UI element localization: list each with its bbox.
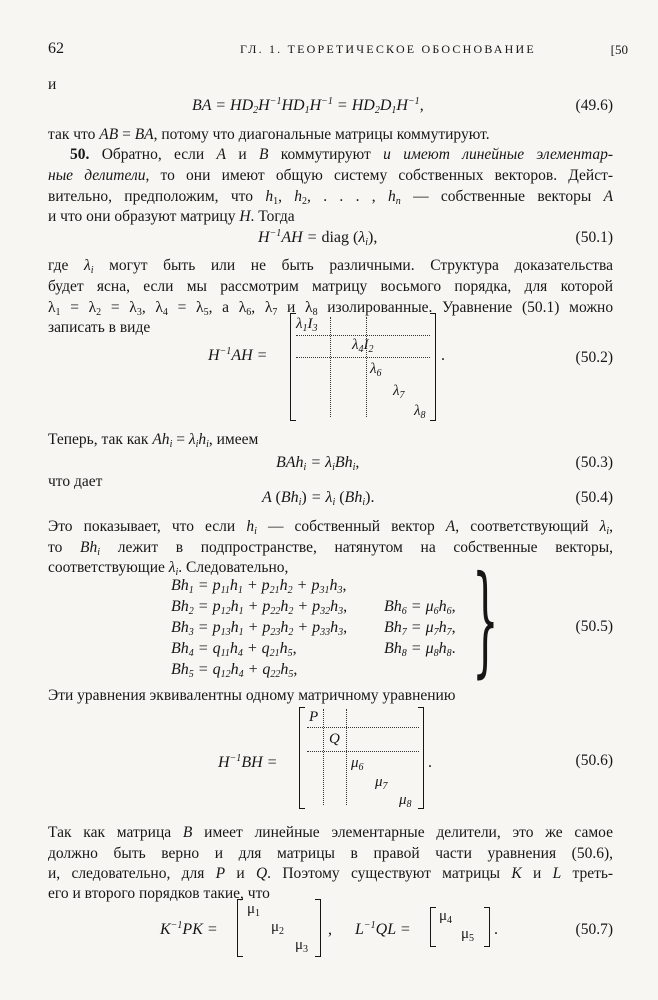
text-line: его и второго порядков такие, что: [48, 885, 270, 902]
book-page: 62 ГЛ. 1. ТЕОРЕТИЧЕСКОЕ ОБОСНОВАНИЕ [50 и BA = $HD_2H^{-1}HD_1H^{-1} = HD_2D_1H^{-1}$, (49.6) так что AB = BA, потому что диагональные матрицы коммутируют. 50. Обратно, если A и B коммутируют и имеют линейные элементар- ные делители, то они имеют общую систему собственных векторов. Дейст- вительно, предположим, что $h_1$, $h_2$, . . . , $h_n$ — собственные векторы A и что они образуют матрицу H. Тогда $H^{-1}AH$ = diag $(\lambda_i)$, (50.1) где $\lambda_i$ могут быть или не быть различными. Структура доказательства будет ясна, если мы рассмотрим матрицу восьмого порядка, для которой $\lambda_1 = \lambda_2 = \lambda_3$, $\lambda_4 = \lambda_5$, а $\lambda_6$, $\lambda_7$ и $\lambda_8$ изолированные. Уравнение (50.1) можно записать в виде $H^{-1}AH$ = $\lambda_1I_3$ $\lambda_4I_2$ $\lambda_6$ $\lambda_7$ $\lambda_8$ . (50.2) Теперь, так как $Ah_i = \lambda_ih_i$, имеем $BAh_i = \lambda_iBh_i$, (50.3) что дает A $(Bh_i) = \lambda_i$ $(Bh_i)$. (50.4) Это показывает, что если $h_i$ — собственный вектор A, соответствующий $\lambda_i$, то $Bh_i$ лежит в подпространстве, натянутом на собственные векторы, соответствующие $\lambda_i$. Следовательно, $Bh_1 = p_{11}h_1 + p_{21}h_2 + p_{31}h_3$, $Bh_2 = p_{12}h_1 + p_{22}h_2 + p_{32}h_3$, $Bh_3 = p_{13}h_1 + p_{23}h_2 + p_{33}h_3$, $Bh_4 = q_{11}h_4 + q_{21}h_5$, $Bh_5 = q_{12}h_4 + q_{22}h_5$, $Bh_6 = \mu_6h_6$, $Bh_7 = \mu_7h_7$, $Bh_8 = \mu_8h_8$. } (50.5) Эти уравнения эквивалентны одному матричному уравнению $H^{-1}BH$ = P Q $\mu_6$ $\mu_7$ $\mu_8$ . (50.6) Так как матрица B имеет линейные элементарные делители, это же самое должно быть верно и для матрицы в правой части уравнения (50.6), и, следовательно, для P и Q. Поэтому существуют матрицы K и L треть- его и второго порядков такие, что $K^{-1}PK$ = $\mu_1$ $\mu_2$ $\mu_3$ , $L^{-1}QL$ = $\mu_4$ $\mu_5$ . (50.7): [48, 40, 628, 955]
equation-period: .: [441, 347, 445, 364]
equation-number: (50.7): [575, 921, 613, 938]
text-line: соответствующие $\lambda_i$. Следовательно,: [48, 559, 289, 578]
section-marker: [50: [610, 42, 628, 57]
equation-50-7-lhs2: $L^{-1}QL$ =: [355, 920, 411, 938]
equation-comma: ,: [328, 921, 332, 938]
equation-50-6-lhs: $H^{-1}BH$ =: [218, 753, 278, 771]
diag-matrix-k: $\mu_1$ $\mu_2$ $\mu_3$: [237, 899, 321, 957]
equation-49-6: BA = $HD_2H^{-1}HD_1H^{-1} = HD_2D_1H^{-1}$,: [192, 96, 424, 116]
text-line: то $Bh_i$ лежит в подпространстве, натянутом на собственные векторы,: [48, 539, 614, 558]
equation-50-2-lhs: $H^{-1}AH$ =: [208, 346, 268, 364]
page-number: 62: [48, 40, 64, 57]
equation-50-7-lhs1: $K^{-1}PK$ =: [160, 920, 218, 938]
text-line: где $\lambda_i$ могут быть или не быть различными. Структура доказательства: [48, 257, 613, 276]
running-title: ГЛ. 1. ТЕОРЕТИЧЕСКОЕ ОБОСНОВАНИЕ: [240, 42, 536, 56]
equation-number: (50.3): [575, 454, 613, 471]
text-line: Так как матрица B имеет линейные элементарные делители, это же самое: [48, 824, 613, 841]
equation-50-4: A $(Bh_i) = \lambda_i$ $(Bh_i)$.: [262, 489, 375, 508]
diag-matrix-l: $\mu_4$ $\mu_5$: [430, 907, 490, 947]
equation-period: .: [494, 921, 498, 938]
text-line: должно быть верно и для матрицы в правой части уравнения (50.6),: [48, 845, 613, 862]
text-line: что дает: [48, 473, 103, 490]
text-line: записать в виде: [48, 319, 151, 336]
text-line: и что они образуют матрицу H. Тогда: [48, 208, 295, 225]
text-line: и, следовательно, для P и Q. Поэтому существуют матрицы K и L треть-: [48, 865, 614, 882]
equation-number: (49.6): [575, 97, 613, 114]
equation-50-3: $BAh_i = \lambda_iBh_i$,: [276, 454, 360, 473]
block-matrix-50-2: $\lambda_1I_3$ $\lambda_4I_2$ $\lambda_6$ $\lambda_7$ $\lambda_8$: [290, 313, 436, 421]
equation-period: .: [428, 754, 432, 771]
block-matrix-50-6: P Q $\mu_6$ $\mu_7$ $\mu_8$: [299, 707, 424, 809]
text-line: 50. Обратно, если A и B коммутируют и имеют линейные элементар-: [70, 146, 614, 163]
equation-number: (50.6): [575, 752, 613, 769]
equation-50-1: $H^{-1}AH$ = diag $(\lambda_i)$,: [258, 228, 378, 248]
equation-number: (50.4): [575, 489, 613, 506]
text-line: вительно, предположим, что $h_1$, $h_2$, . . . , $h_n$ — собственные векторы A: [48, 188, 614, 207]
text-line: будет ясна, если мы рассмотрим матрицу восьмого порядка, для которой: [48, 278, 613, 295]
equation-number: (50.2): [575, 349, 613, 366]
equation-number: (50.5): [575, 618, 613, 635]
equation-number: (50.1): [575, 229, 613, 246]
running-header: [48, 40, 628, 62]
text-line: ные делители, то они имеют общую систему собственных векторов. Дейст-: [48, 167, 614, 184]
text-line: и: [48, 76, 57, 93]
text-line: так что AB = BA, потому что диагональные матрицы коммутируют.: [48, 126, 490, 143]
text-line: Это показывает, что если $h_i$ — собственный вектор A, соответствующий $\lambda_i$,: [48, 518, 614, 537]
text-line: $\lambda_1 = \lambda_2 = \lambda_3$, $\lambda_4 = \lambda_5$, а $\lambda_6$, $\lambda_7$ и $\lambda_8$ изолированные. Уравнение (50.1) можно: [48, 299, 614, 318]
text-line: Теперь, так как $Ah_i = \lambda_ih_i$, имеем: [48, 431, 259, 450]
text-line: Эти уравнения эквивалентны одному матричному уравнению: [48, 687, 456, 704]
